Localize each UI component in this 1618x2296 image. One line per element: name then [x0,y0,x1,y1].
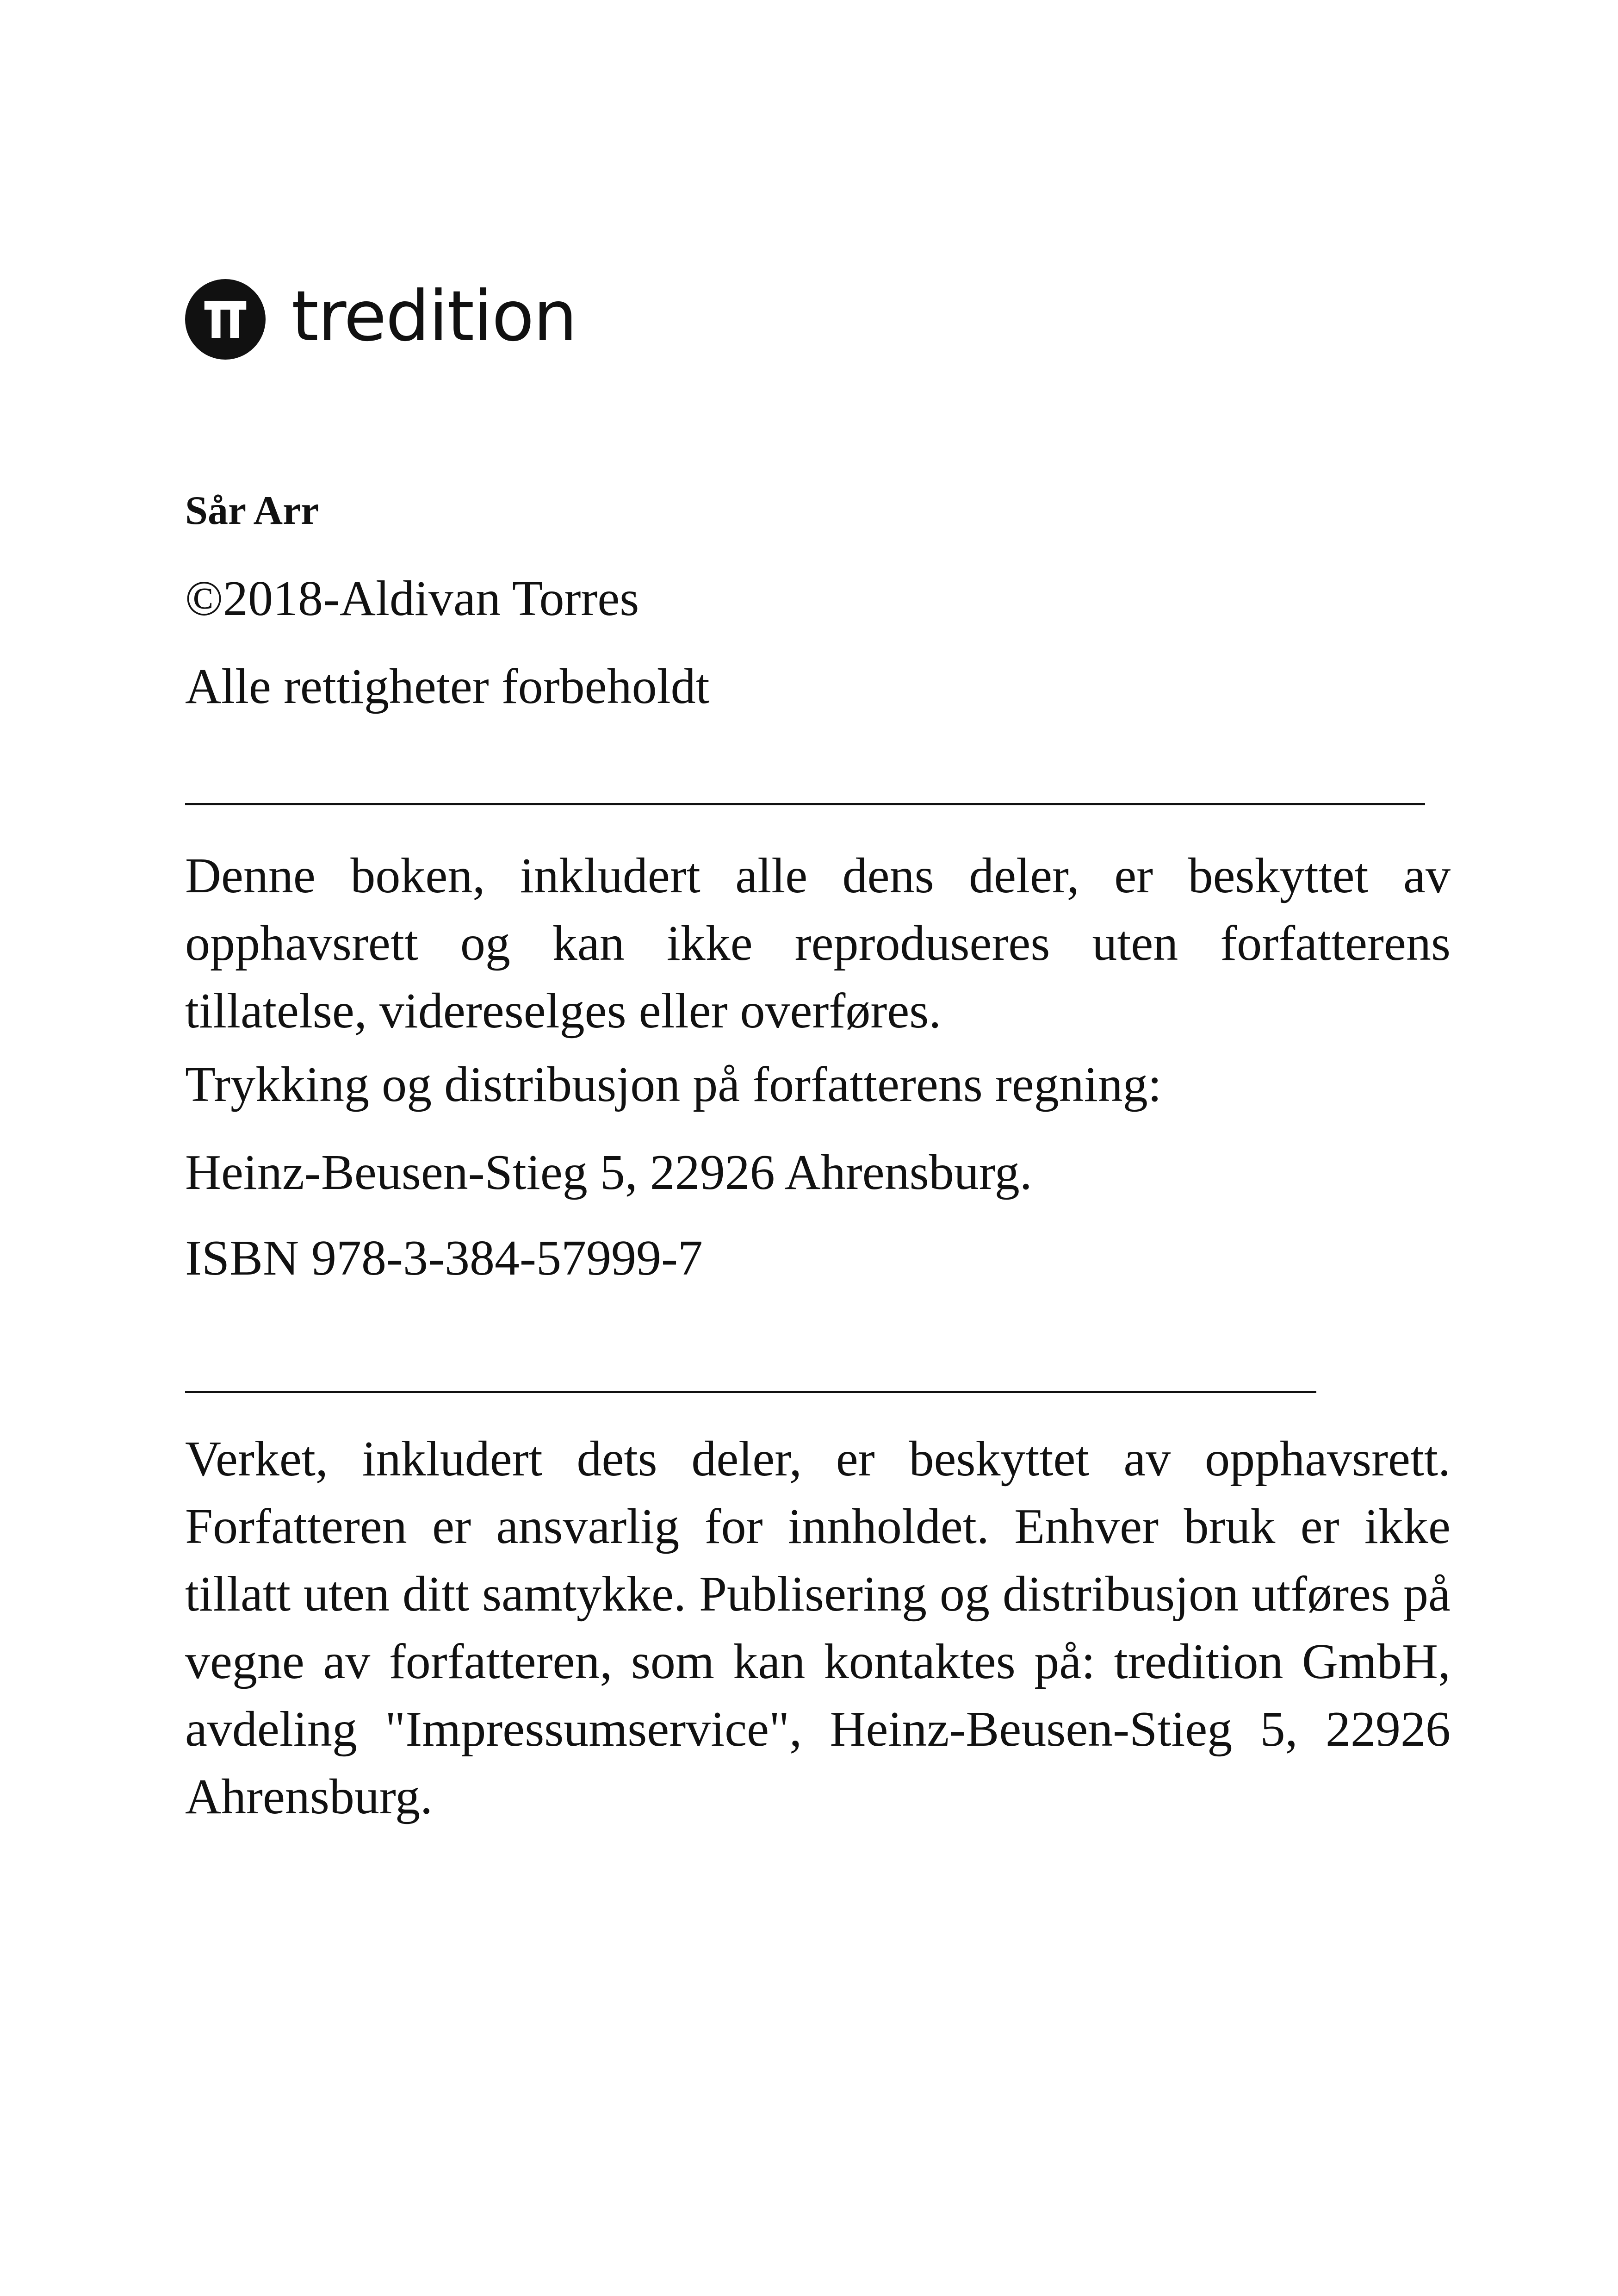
publisher-wordmark: tredition [291,276,577,357]
isbn: ISBN 978-3-384-57999-7 [185,1231,703,1286]
copyright-line: ©2018-Aldivan Torres [185,571,639,626]
tredition-circle-t-icon [185,279,266,360]
book-title: Sår Arr [185,488,319,533]
divider [185,803,1425,805]
copyright-notice: Denne boken, inkludert alle dens deler, er beskyttet av opphavsrett og kan ikke reproduseres uten forfatterens tillatelse, videreselges eller overføres. [185,848,1451,1039]
publisher-address: Heinz-Beusen-Stieg 5, 22926 Ahrensburg. [185,1145,1032,1200]
print-info: Trykking og distribusjon på forfatterens regning: [185,1057,1162,1112]
divider [185,1391,1316,1393]
publisher-logo [185,275,577,363]
legal-notice: Verket, inkludert dets deler, er beskyttet av opphavsrett. Forfatteren er ansvarlig for innholdet. Enhver bruk er ikke tillatt uten ditt samtykke. Publisering og distribusjon utføres på vegne av forfatteren, som kan kontaktes på: tredition GmbH, avdeling "Impressumservice", Heinz-Beusen-Stieg 5, 22926 Ahrensburg. [185,1431,1451,1824]
rights-reserved: Alle rettigheter forbeholdt [185,659,710,714]
